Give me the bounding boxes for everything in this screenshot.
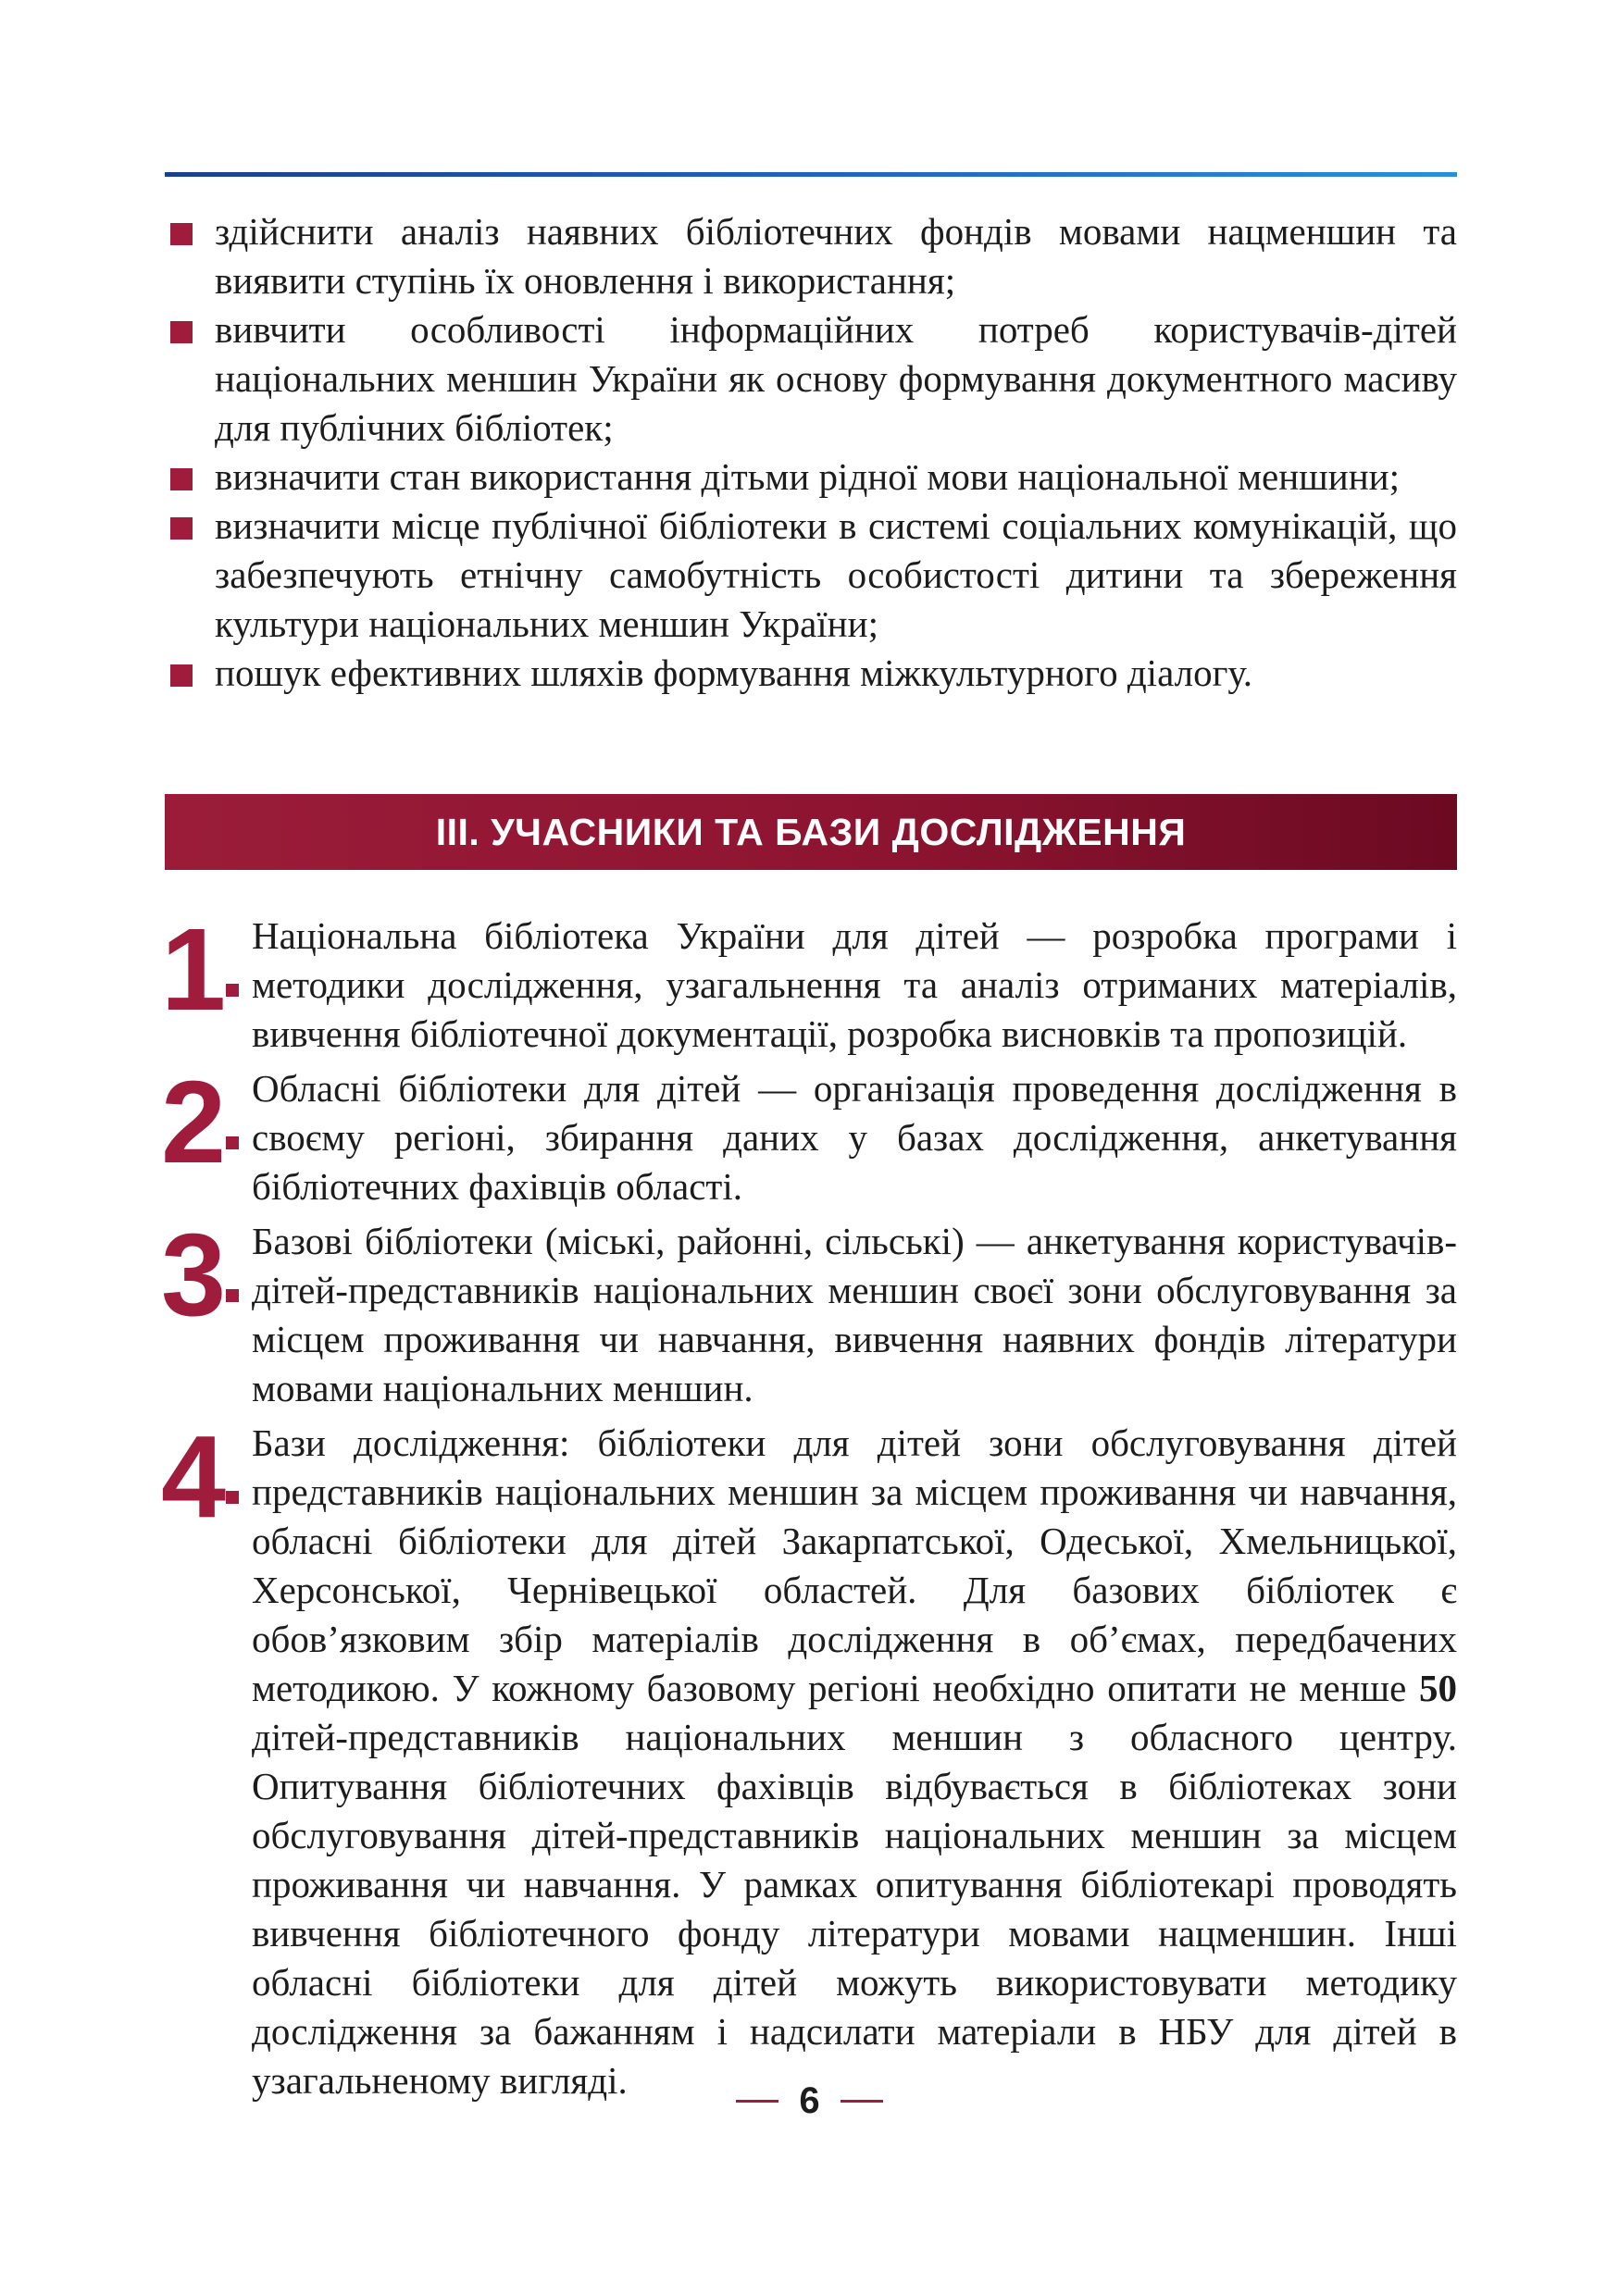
numbered-item xyxy=(161,904,1457,1059)
list-item-text: пошук ефективних шляхів формування міжкультурного діалогу. xyxy=(215,652,1253,694)
square-bullet-icon xyxy=(170,664,193,687)
text-segment: дітей-представників національних меншин з обласного центру. Опитування бібліотечних фахівців відбувається в бібліотеках зони обслуговування дітей-представників національних меншин за місцем проживання чи навчання. У рамках опитування бібліотекарі проводять вивчення бібліотечного фонду літератури мовами нацменшин. Інші обласні бібліотеки для дітей можуть використовувати методику дослідження за бажанням і надсилати матеріали в НБУ для дітей в узагальненому вигляді. xyxy=(252,1716,1457,2102)
square-bullet-icon xyxy=(170,223,193,245)
item-number: 2 xyxy=(161,1057,225,1187)
list-item xyxy=(215,207,1457,305)
list-item xyxy=(215,649,1457,698)
participants-list xyxy=(161,904,1457,2105)
list-item-text: здійснити аналіз наявних бібліотечних фондів мовами нацменшин та виявити ступінь їх оновлення і використання; xyxy=(215,210,1457,302)
section-heading-bar xyxy=(165,794,1457,870)
item-number: 1 xyxy=(161,904,225,1035)
list-item-text: вивчити особливості інформаційних потреб користувачів-дітей національних меншин України як основу формування документного масиву для публічних бібліотек; xyxy=(215,308,1457,449)
item-number: 4 xyxy=(161,1411,225,1542)
footer-dash-right xyxy=(841,2100,883,2103)
numbered-item-text xyxy=(252,1421,1457,2102)
list-item-text: визначити місце публічної бібліотеки в системі соціальних комунікацій, що забезпечують етнічну самобутність особистості дитини та збереження культури національних меншин України; xyxy=(215,504,1457,645)
numbered-item xyxy=(161,1411,1457,2105)
item-number: 3 xyxy=(161,1210,225,1340)
numbered-item-text: Базові бібліотеки (міські, районні, сільські) — анкетування користувачів-дітей-представників національних меншин своєї зони обслуговування за місцем проживання чи навчання, вивчення наявних фондів літератури мовами національних меншин. xyxy=(252,1220,1457,1409)
square-bullet-icon xyxy=(170,517,193,540)
footer-dash-left xyxy=(736,2100,778,2103)
list-item xyxy=(215,453,1457,502)
number-dot-icon xyxy=(226,1289,239,1302)
text-segment: Бази дослідження: бібліотеки для дітей зони обслуговування дітей представників національних меншин за місцем проживання чи навчання, обласні бібліотеки для дітей Закарпатської, Одеської, Хмельницької, Херсонської, Чернівецької областей. Для базових бібліотек є обов’язковим збір матеріалів дослідження в об’ємах, передбачених методикою. У кожному базовому регіоні необхідно опитати не менше xyxy=(252,1421,1457,1709)
numbered-item-text: Національна бібліотека України для дітей — розробка програми і методики дослідження, узагальнення та аналіз отриманих матеріалів, вивчення бібліотечної документації, розробка висновків та пропозицій. xyxy=(252,914,1457,1055)
number-dot-icon xyxy=(226,1491,239,1504)
section-title: ІІІ. УЧАСНИКИ ТА БАЗИ ДОСЛІДЖЕННЯ xyxy=(435,810,1187,853)
numbered-item xyxy=(161,1210,1457,1413)
list-item-text: визначити стан використання дітьми рідної мови національної меншини; xyxy=(215,455,1400,498)
list-item xyxy=(215,305,1457,453)
square-bullet-icon xyxy=(170,468,193,490)
square-bullet-icon xyxy=(170,321,193,343)
numbered-item xyxy=(161,1057,1457,1211)
page-footer xyxy=(0,2073,1619,2128)
list-item xyxy=(215,502,1457,649)
objectives-list xyxy=(215,207,1457,698)
page-number: 6 xyxy=(799,2079,820,2121)
numbered-item-text: Обласні бібліотеки для дітей — організація проведення дослідження в своєму регіоні, збирання даних у базах дослідження, анкетування бібліотечних фахівців області. xyxy=(252,1067,1457,1208)
number-dot-icon xyxy=(226,984,239,997)
number-dot-icon xyxy=(226,1136,239,1149)
emphasized-number: 50 xyxy=(1419,1667,1457,1709)
header-rule xyxy=(165,172,1457,177)
